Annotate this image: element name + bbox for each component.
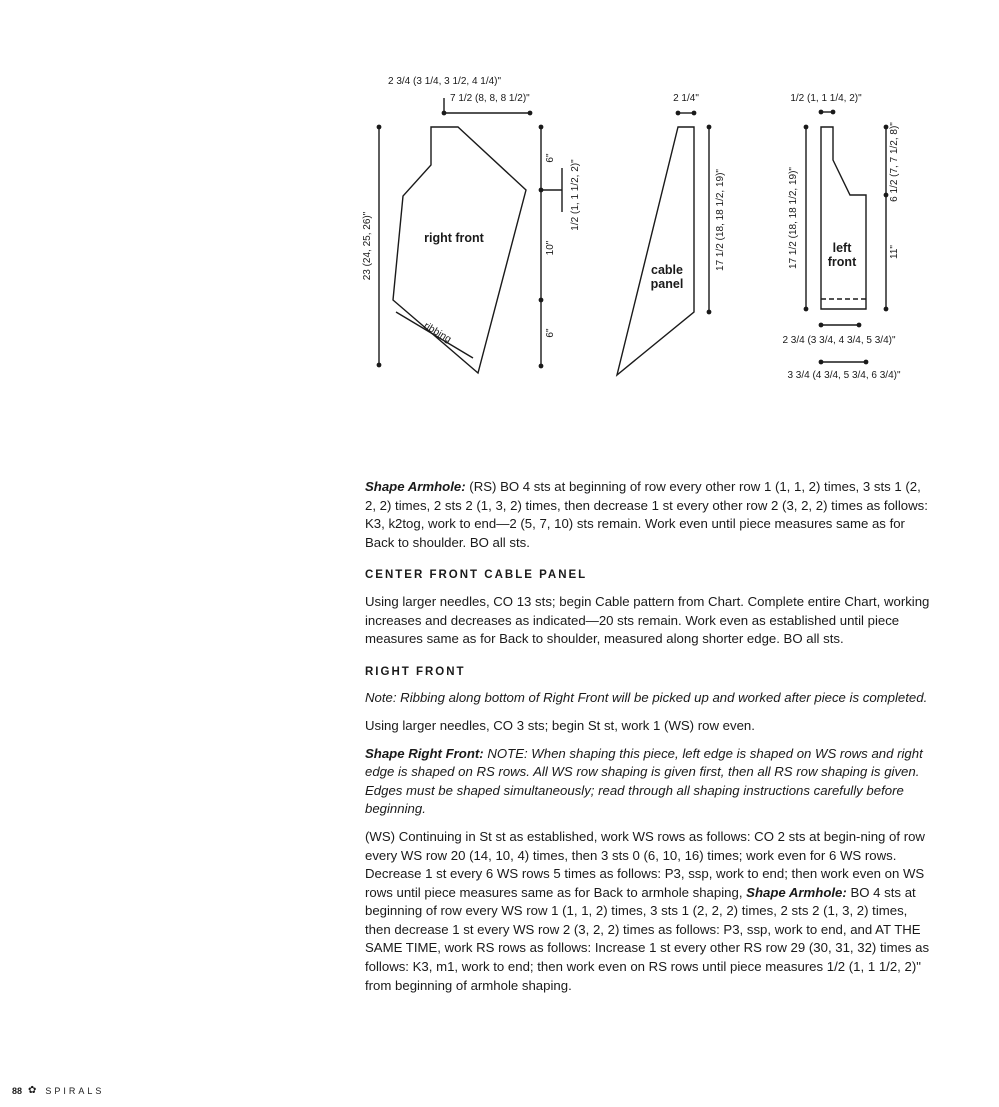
ws-rows-text-b: BO 4 sts at beginning of row every WS row 1 (1, 1, 2) times, 3 sts 1 (2, 2, 2) times, 2 sts 2 (1, 3, 2) times, then decrease 1 st every WS row 2 (3, 2, 2) times as follows: P3, ssp, work to end, and AT THE SAME TIME, work RS rows as follows: Increase 1 st every other RS row 29 (30, 31, 32) times as follows: K3, m1, work to end; then work even on RS rows until piece measures 1/2 (1, 1 1/2, 2)" from beginning of armhole shaping.	[365, 884, 930, 993]
cable-panel-label-line2: panel	[650, 277, 684, 291]
shape-right-front-text: NOTE: When shaping this piece, left edge is shaped on WS rows and right edge is shaped on RS rows. All WS row shaping is given first, then all RS row shaping is given. Edges must be shaped simultaneously; read through all shaping instructions carefully before beginning.	[365, 745, 923, 817]
dim-lower-length: 6"	[545, 328, 556, 338]
dim-right-front-width: 7 1/2 (8, 8, 8 1/2)"	[450, 93, 530, 104]
right-front-outline	[393, 127, 526, 373]
ribbing-label: ribbing	[421, 320, 453, 346]
left-front-label-line1: left	[832, 241, 852, 255]
ws-shape-armhole-label: Shape Armhole:	[746, 884, 847, 900]
page-footer	[12, 1085, 104, 1096]
shape-armhole-text: (RS) BO 4 sts at beginning of row every other row 1 (1, 1, 2) times, 3 sts 1 (2, 2, 2) times, 2 sts 2 (1, 3, 2) times, then decrease 1 st every other row 2 (3, 2, 2) times as follows: K3, k2tog, work to end—2 (5, 7, 10) sts remain. Work even until piece measures same as for Back to shoulder. BO all sts.	[365, 479, 928, 550]
page-number: 88	[12, 1085, 23, 1096]
dim-cable-length: 17 1/2 (18, 18 1/2, 19)"	[715, 169, 726, 271]
dim-armhole-depth: 6"	[545, 153, 556, 163]
book-title: SPIRALS	[45, 1085, 105, 1096]
dim-left-front-top: 1/2 (1, 1 1/4, 2)"	[790, 93, 862, 104]
left-front-outline	[821, 127, 866, 309]
dim-right-front-length: 23 (24, 25, 26)"	[362, 211, 373, 281]
dim-left-bottom-outer: 3 3/4 (4 3/4, 5 3/4, 6 3/4)"	[787, 370, 901, 381]
schematic-diagrams	[0, 0, 999, 400]
cable-panel-outline	[617, 127, 694, 375]
dim-shoulder: 2 3/4 (3 1/4, 3 1/2, 4 1/4)"	[388, 76, 502, 87]
ws-rows-paragraph	[365, 828, 930, 995]
right-front-heading: RIGHT FRONT	[365, 665, 466, 678]
dim-left-bottom: 2 3/4 (3 3/4, 4 3/4, 5 3/4)"	[782, 335, 896, 346]
ws-rows-text-a: (WS) Continuing in St st as established, work WS rows as follows: CO 2 sts at begin-ning of row every WS row 20 (14, 10, 4) times, then 3 sts 0 (6, 10, 16) times; work even for 6 WS rows. Decrease 1 st every 6 WS rows 5 times as follows: P3, ssp, work to end; then work even on WS rows until piece measures same as for Back to armhole shaping,	[365, 828, 925, 900]
dim-left-front-length: 17 1/2 (18, 18 1/2, 19)"	[788, 167, 799, 269]
cable-panel-paragraph: Using larger needles, CO 13 sts; begin Cable pattern from Chart. Complete entire Chart, working increases and decreases as indicated—20 sts remain. Work even as established until piece measures same as for Back to shoulder, measured along shorter edge. BO all sts.	[365, 593, 930, 647]
dim-mid-length: 10"	[545, 240, 556, 256]
center-front-cable-panel-heading: CENTER FRONT CABLE PANEL	[365, 569, 588, 582]
dim-offset: 1/2 (1, 1 1/2, 2)"	[570, 159, 581, 231]
ribbing-note: Note: Ribbing along bottom of Right Front will be picked up and worked after piece is completed.	[365, 690, 928, 706]
shape-armhole-label: Shape Armhole:	[365, 479, 466, 494]
left-front-label-line2: front	[827, 255, 857, 269]
dim-left-lower: 11"	[889, 245, 900, 259]
cast-on-paragraph: Using larger needles, CO 3 sts; begin St st, work 1 (WS) row even.	[365, 717, 755, 733]
right-front-label: right front	[424, 231, 484, 245]
pattern-text	[365, 478, 930, 1004]
shape-right-front-paragraph	[365, 745, 930, 819]
cable-panel-label-line1: cable	[651, 263, 683, 277]
dim-left-armhole: 6 1/2 (7, 7 1/2, 8)"	[889, 122, 900, 202]
dim-cable-width: 2 1/4"	[673, 93, 699, 104]
spiral-logo-icon: ✿	[28, 1085, 40, 1096]
shape-right-front-label: Shape Right Front:	[365, 745, 484, 761]
shape-armhole-paragraph	[365, 478, 930, 552]
